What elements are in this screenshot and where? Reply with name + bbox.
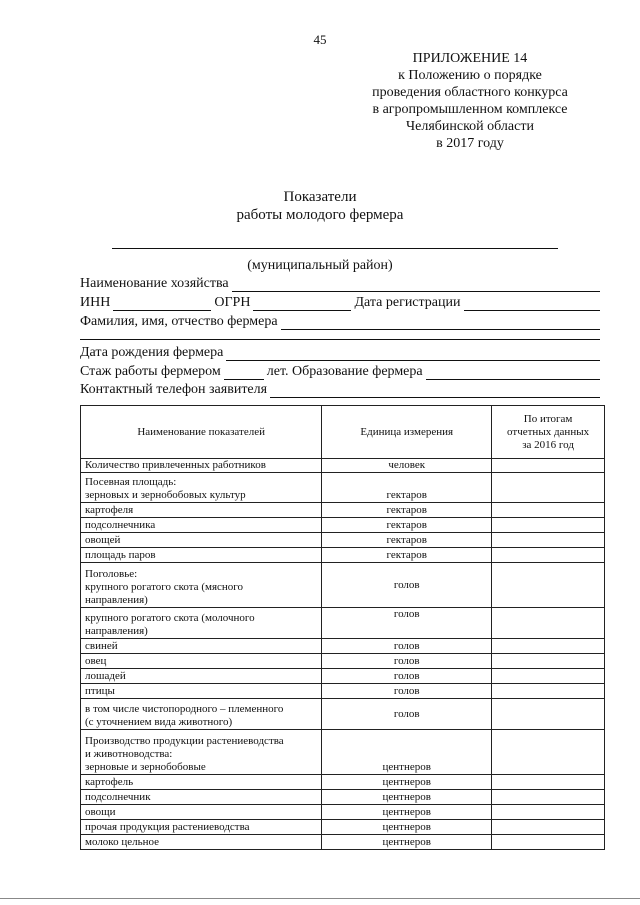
row-unit: гектаров xyxy=(322,518,492,533)
table-row xyxy=(81,503,605,518)
row-name-line: в том числе чистопородного – племенного xyxy=(85,703,284,715)
birth-date-field[interactable] xyxy=(80,345,600,361)
registration-date-blank[interactable] xyxy=(464,299,601,311)
row-name-line: крупного рогатого скота (мясного xyxy=(85,581,244,593)
title-line-1: Показатели xyxy=(283,189,357,205)
experience-label: Стаж работы фермером xyxy=(80,364,221,379)
row-value[interactable] xyxy=(492,459,605,473)
row-value[interactable] xyxy=(492,775,605,790)
page-number: 45 xyxy=(313,32,327,47)
row-value[interactable] xyxy=(492,835,605,850)
header-result-line: По итогам xyxy=(523,412,573,425)
row-name-line: направления) xyxy=(85,625,148,637)
row-value[interactable] xyxy=(492,790,605,805)
inn-label: ИНН xyxy=(80,295,111,310)
row-unit: голов xyxy=(322,699,492,730)
table-row xyxy=(81,473,605,503)
header-unit: Единица измерения xyxy=(322,406,492,459)
education-blank[interactable] xyxy=(426,368,600,380)
row-unit: центнеров xyxy=(322,805,492,820)
row-value[interactable] xyxy=(492,820,605,835)
row-name: подсолнечник xyxy=(81,790,322,805)
row-name-line: и животноводства: xyxy=(85,748,173,760)
farmer-name-blank-2[interactable] xyxy=(80,339,600,340)
indicators-table xyxy=(80,405,605,850)
appendix-line: ПРИЛОЖЕНИЕ 14 xyxy=(412,51,528,66)
row-unit: голов xyxy=(322,563,492,608)
row-name xyxy=(81,730,322,775)
municipal-caption: (муниципальный район) xyxy=(247,258,393,273)
table-header-row xyxy=(81,406,605,459)
table-row xyxy=(81,639,605,654)
row-name-line: крупного рогатого скота (молочного xyxy=(85,612,255,624)
table-row xyxy=(81,730,605,775)
table-row xyxy=(81,699,605,730)
education-label: лет. Образование фермера xyxy=(266,364,423,379)
row-unit: человек xyxy=(322,459,492,473)
row-name xyxy=(81,473,322,503)
table-row xyxy=(81,820,605,835)
row-unit: голов xyxy=(322,669,492,684)
row-name-line: Посевная площадь: xyxy=(85,476,177,488)
row-unit: центнеров xyxy=(322,775,492,790)
row-name-line: Производство продукции растениеводства xyxy=(85,735,284,747)
table-row xyxy=(81,459,605,473)
birth-date-blank[interactable] xyxy=(226,349,600,361)
row-name xyxy=(81,699,322,730)
row-name: овощей xyxy=(81,533,322,548)
row-unit: гектаров xyxy=(322,473,492,503)
row-name: птицы xyxy=(81,684,322,699)
row-name-line: (с уточнением вида животного) xyxy=(85,716,233,728)
municipal-blank-line[interactable] xyxy=(112,248,558,249)
header-result xyxy=(492,406,605,459)
table-row xyxy=(81,790,605,805)
appendix-line: проведения областного конкурса xyxy=(372,85,568,100)
row-value[interactable] xyxy=(492,730,605,775)
row-unit: голов xyxy=(322,654,492,669)
table-row xyxy=(81,805,605,820)
table-row xyxy=(81,518,605,533)
row-value[interactable] xyxy=(492,533,605,548)
phone-field[interactable] xyxy=(80,382,600,398)
row-unit: голов xyxy=(322,639,492,654)
row-value[interactable] xyxy=(492,684,605,699)
row-name-line: направления) xyxy=(85,594,148,606)
appendix-line: в 2017 году xyxy=(436,136,504,151)
phone-label: Контактный телефон заявителя xyxy=(80,382,268,397)
farm-name-blank[interactable] xyxy=(232,280,600,292)
phone-blank[interactable] xyxy=(270,386,600,398)
row-name: молоко цельное xyxy=(81,835,322,850)
row-name-line: Поголовье: xyxy=(85,568,138,580)
farmer-name-label: Фамилия, имя, отчество фермера xyxy=(80,314,278,329)
registration-date-label: Дата регистрации xyxy=(354,295,461,310)
appendix-line: Челябинской области xyxy=(406,119,534,134)
row-value[interactable] xyxy=(492,563,605,608)
table-row xyxy=(81,608,605,639)
appendix-header xyxy=(340,50,600,152)
row-unit: гектаров xyxy=(322,548,492,563)
row-name: площадь паров xyxy=(81,548,322,563)
document-title xyxy=(0,188,640,224)
farmer-name-blank[interactable] xyxy=(281,318,600,330)
table-row xyxy=(81,563,605,608)
row-unit: голов xyxy=(322,608,492,639)
table-row xyxy=(81,684,605,699)
row-name: овощи xyxy=(81,805,322,820)
birth-date-label: Дата рождения фермера xyxy=(80,345,224,360)
row-name: свиней xyxy=(81,639,322,654)
experience-blank[interactable] xyxy=(224,368,264,380)
inn-ogrn-row xyxy=(80,295,600,311)
page-bottom-rule xyxy=(0,898,640,899)
farm-name-field[interactable] xyxy=(80,276,600,292)
header-name: Наименование показателей xyxy=(81,406,322,459)
row-name: прочая продукция растениеводства xyxy=(81,820,322,835)
row-name xyxy=(81,608,322,639)
row-name-line: зерновых и зернобобовых культур xyxy=(85,489,246,501)
table-row xyxy=(81,669,605,684)
table-row xyxy=(81,775,605,790)
row-name: подсолнечника xyxy=(81,518,322,533)
row-value[interactable] xyxy=(492,548,605,563)
row-name: картофель xyxy=(81,775,322,790)
row-value[interactable] xyxy=(492,608,605,639)
row-unit: гектаров xyxy=(322,533,492,548)
row-value[interactable] xyxy=(492,805,605,820)
header-result-line: за 2016 год xyxy=(522,438,574,451)
row-unit: гектаров xyxy=(322,503,492,518)
row-value[interactable] xyxy=(492,669,605,684)
row-name: Количество привлеченных работников xyxy=(81,459,322,473)
row-unit: центнеров xyxy=(322,730,492,775)
title-line-2: работы молодого фермера xyxy=(236,207,404,223)
row-unit: центнеров xyxy=(322,820,492,835)
table-row xyxy=(81,654,605,669)
row-name-line: зерновые и зернобобовые xyxy=(85,761,206,773)
ogrn-blank[interactable] xyxy=(253,299,351,311)
row-name: овец xyxy=(81,654,322,669)
row-value[interactable] xyxy=(492,518,605,533)
row-value[interactable] xyxy=(492,473,605,503)
row-value[interactable] xyxy=(492,654,605,669)
table-row xyxy=(81,548,605,563)
farmer-name-field[interactable] xyxy=(80,314,600,330)
appendix-line: к Положению о порядке xyxy=(398,68,542,83)
row-name: картофеля xyxy=(81,503,322,518)
farm-name-label: Наименование хозяйства xyxy=(80,276,229,291)
appendix-line: в агропромышленном комплексе xyxy=(372,102,568,117)
row-name xyxy=(81,563,322,608)
experience-education-row xyxy=(80,364,600,380)
header-result-line: отчетных данных xyxy=(507,425,590,438)
table-row xyxy=(81,835,605,850)
inn-blank[interactable] xyxy=(113,299,211,311)
row-unit: голов xyxy=(322,684,492,699)
row-unit: центнеров xyxy=(322,790,492,805)
row-value[interactable] xyxy=(492,699,605,730)
row-value[interactable] xyxy=(492,639,605,654)
ogrn-label: ОГРН xyxy=(214,295,251,310)
row-unit: центнеров xyxy=(322,835,492,850)
row-value[interactable] xyxy=(492,503,605,518)
row-name: лошадей xyxy=(81,669,322,684)
table-row xyxy=(81,533,605,548)
